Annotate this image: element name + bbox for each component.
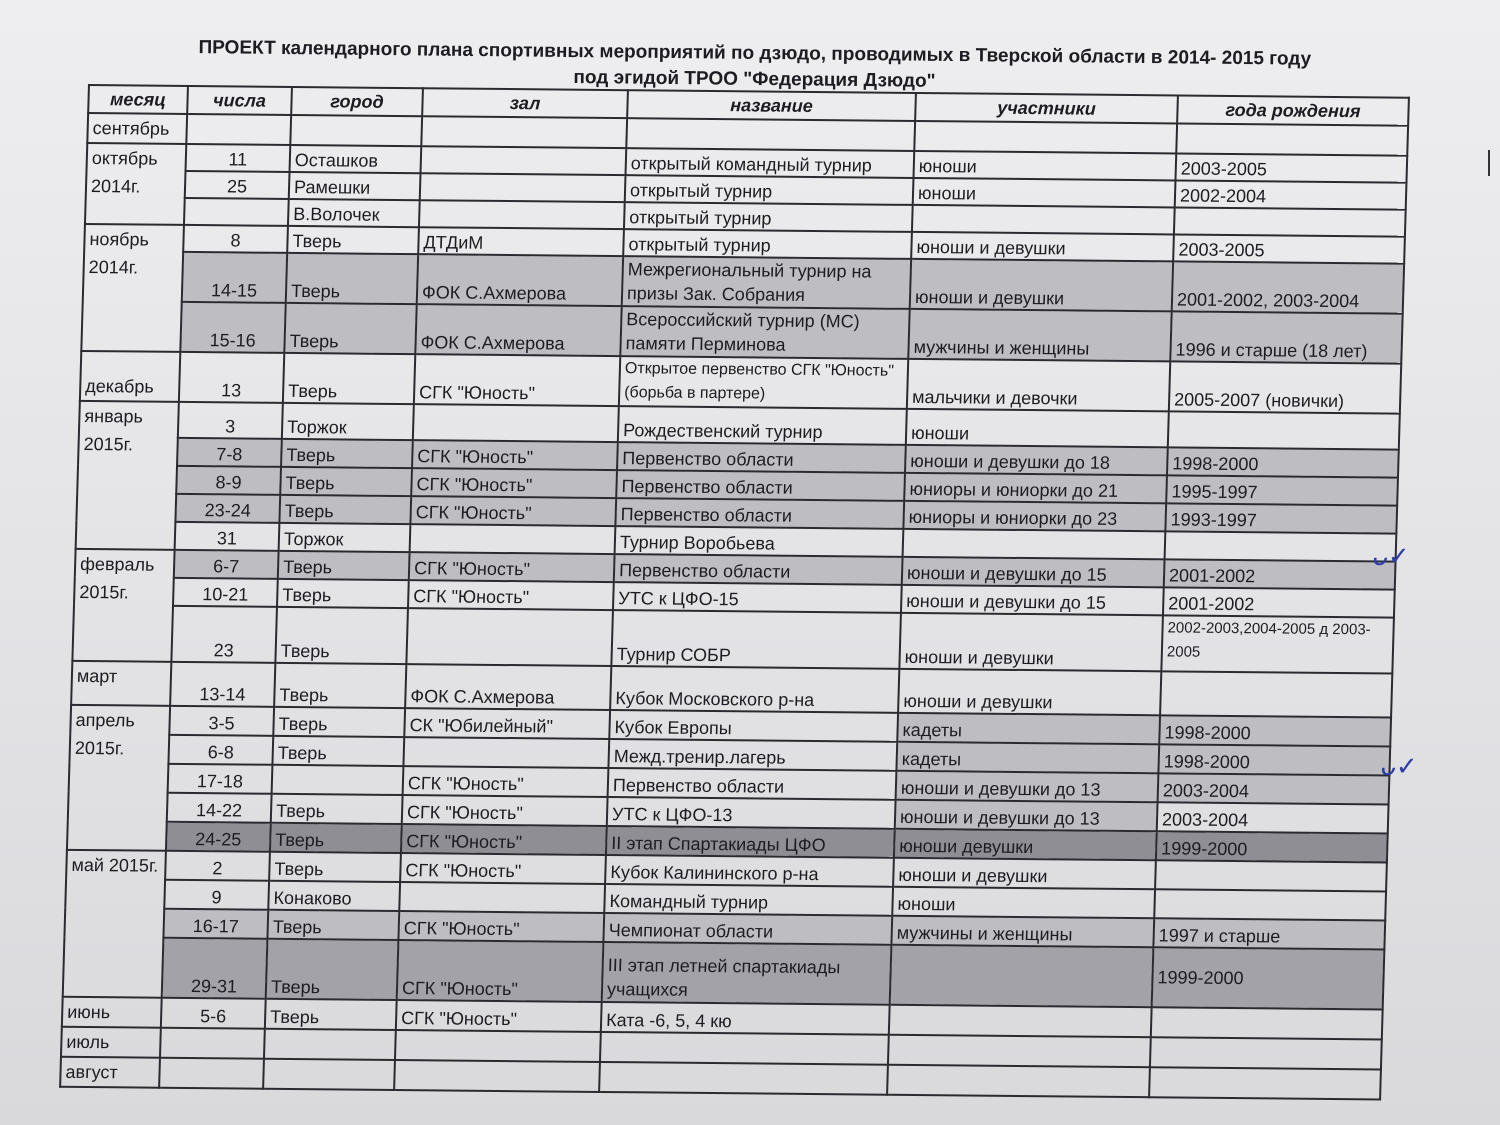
cell-participants: юноши и девушки до 15 [901, 585, 1164, 616]
cell-hall: СГК "Юность" [397, 940, 604, 1002]
handwritten-checkmark-icon: ᴗ✓ [1372, 542, 1410, 572]
cell-participants: мужчины и женщины [908, 309, 1171, 362]
cell-participants: мужчины и женщины [891, 916, 1154, 948]
cell-hall: ФОК С.Ахмерова [415, 304, 621, 356]
cell-participants: юноши и девушки [910, 259, 1173, 312]
cell-hall: ФОК С.Ахмерова [405, 664, 611, 710]
cell-dates [184, 198, 289, 226]
month-cell: апрель 2015г. [67, 705, 170, 851]
title-line-1: ПРОЕКТ календарного плана спортивных мероприятий по дзюдо, проводимых в Тверской области в 2014- 2015 году [198, 37, 1312, 70]
cell-years: 2003-2005 [1173, 234, 1405, 263]
cell-participants [912, 205, 1175, 235]
cell-years [1174, 207, 1406, 236]
cell-years: 1995-1997 [1166, 475, 1398, 505]
cell-name: Первенство области [608, 768, 897, 800]
cell-name: Первенство области [616, 470, 905, 501]
cell-city: Тверь [283, 353, 415, 404]
cell-dates: 10-21 [173, 578, 278, 607]
cell-hall: СГК "Юность" [402, 795, 608, 826]
cell-name: III этап летней спартакиады учащихся [602, 942, 892, 1005]
cell-city: Тверь [287, 226, 419, 254]
cell-hall: СГК "Юность" [414, 354, 620, 406]
cell-years [1154, 889, 1386, 920]
cell-name: УТС к ЦФО-13 [607, 797, 896, 829]
cell-city: Тверь [266, 939, 399, 1000]
cell-city: Тверь [281, 439, 413, 468]
cell-participants: мальчики и девочки [907, 359, 1170, 412]
cell-years: 1998-2000 [1167, 447, 1399, 477]
cell-hall: СГК "Юность" [403, 766, 609, 797]
cell-years [1168, 411, 1400, 449]
cell-dates: 16-17 [163, 909, 268, 939]
cell-participants: юноши [913, 178, 1176, 208]
cell-city: Тверь [271, 794, 403, 824]
cell-city: В.Волочек [288, 199, 420, 227]
cell-hall [410, 524, 616, 554]
cell-city: Торжок [279, 523, 411, 552]
cell-hall [421, 146, 627, 175]
cell-years [1151, 1007, 1383, 1039]
calendar-table-wrapper [59, 84, 1410, 1100]
cell-years [1165, 531, 1397, 561]
cell-city: Тверь [286, 253, 418, 304]
cell-hall: СГК "Юность" [410, 496, 616, 526]
cell-years: 2002-2004 [1175, 180, 1407, 209]
cell-name: Первенство области [617, 442, 906, 473]
col-header-dates: числа [187, 86, 292, 115]
cell-dates: 6-7 [174, 550, 279, 579]
cell-participants: юноши [913, 151, 1176, 181]
month-cell: май 2015г. [63, 850, 166, 998]
cell-name: УТС к ЦФО-15 [613, 582, 902, 613]
cell-name: Межрегиональный турнир на призы Зак. Собрания [622, 256, 911, 309]
cell-participants [903, 529, 1166, 560]
month-cell: июль [61, 1027, 161, 1058]
cell-name: Чемпионат области [603, 913, 892, 945]
col-header-hall: зал [422, 88, 628, 118]
month-cell: ноябрь 2014г. [81, 224, 184, 352]
cell-city: Тверь [267, 910, 399, 940]
cell-city: Тверь [275, 607, 408, 664]
cell-dates: 23-24 [175, 494, 280, 523]
cell-dates: 5-6 [161, 998, 266, 1029]
title-line-2: под эгидой ТРОО "Федерация Дзюдо" [573, 67, 936, 92]
cell-dates: 8-9 [176, 466, 281, 495]
cell-name: открытый турнир [624, 202, 913, 232]
cell-city: Тверь [273, 707, 405, 737]
cell-dates: 7-8 [177, 438, 282, 467]
cell-city: Тверь [269, 852, 401, 882]
cell-years [1155, 860, 1387, 891]
cell-city: Конаково [268, 881, 400, 911]
cell-hall [403, 737, 609, 768]
month-cell: июнь [62, 997, 162, 1028]
cell-participants: юноши и девушки до 13 [895, 800, 1158, 832]
cell-dates: 9 [164, 880, 269, 910]
cell-name: Рождественский турнир [618, 406, 907, 445]
col-header-birth-years: года рождения [1177, 95, 1409, 125]
cell-name: Турнир СОБР [611, 610, 901, 669]
cell-name: Всероссийский турнир (МС) памяти Перминова [620, 306, 909, 359]
cell-dates: 11 [186, 144, 291, 172]
cell-years: 2001-2002 [1164, 559, 1396, 589]
cell-years: 2001-2002 [1163, 587, 1395, 617]
cell-hall [406, 608, 613, 666]
cell-participants [889, 1005, 1152, 1038]
cell-name: открытый турнир [625, 175, 914, 205]
cell-dates: 8 [183, 225, 288, 253]
cell-dates: 14-22 [167, 793, 272, 823]
cell-hall [399, 882, 605, 913]
cell-participants: юноши девушки [894, 829, 1157, 861]
cell-city: Тверь [280, 467, 412, 496]
cell-participants: юноши и девушки [893, 858, 1156, 890]
cell-city: Тверь [278, 551, 410, 580]
cell-dates: 29-31 [162, 938, 268, 999]
cell-participants: юноши и девушки до 13 [896, 771, 1159, 803]
cell-hall: СК "Юбилейный" [404, 708, 610, 739]
cell-city: Тверь [274, 663, 406, 708]
cell-city: Тверь [277, 579, 409, 608]
pen-mark-icon [1488, 150, 1490, 176]
cell-name: Первенство области [614, 554, 903, 585]
cell-name: Открытое первенство СГК "Юность" (борьба в партере) [619, 356, 908, 409]
cell-years: 2002-2003,2004-2005 д 2003-2005 [1161, 615, 1394, 673]
handwritten-checkmark-icon: ᴗ✓ [1380, 752, 1418, 782]
cell-participants: юниоры и юниорки до 21 [904, 473, 1167, 504]
cell-participants: юноши и девушки до 18 [905, 445, 1168, 476]
col-header-month: месяц [88, 85, 188, 114]
cell-participants: юноши и девушки [899, 613, 1163, 672]
cell-name: Командный турнир [604, 884, 893, 916]
cell-years: 1996 и старше (18 лет) [1170, 311, 1402, 363]
cell-dates: 6-8 [168, 735, 273, 765]
cell-dates: 23 [171, 606, 277, 663]
cell-hall: ФОК С.Ахмерова [417, 254, 623, 306]
cell-dates: 3 [178, 402, 283, 439]
cell-hall [420, 173, 626, 202]
cell-participants [890, 945, 1154, 1008]
cell-years [1160, 671, 1392, 717]
calendar-table [59, 84, 1410, 1100]
month-cell: октябрь 2014г. [85, 143, 186, 225]
cell-hall: СГК "Юность" [396, 1000, 602, 1032]
cell-hall: СГК "Юность" [401, 824, 607, 855]
cell-dates: 31 [175, 522, 280, 551]
cell-city: Тверь [270, 823, 402, 853]
cell-city: Осташков [290, 145, 422, 173]
cell-name: Межд.тренир.лагерь [608, 739, 897, 771]
cell-dates: 13-14 [170, 662, 275, 707]
cell-city: Тверь [279, 495, 411, 524]
cell-participants: юноши и девушки до 15 [902, 557, 1165, 588]
cell-years: 1999-2000 [1152, 947, 1385, 1009]
cell-name: открытый турнир [623, 229, 912, 259]
cell-name: Ката -6, 5, 4 кю [601, 1002, 890, 1035]
cell-years: 2003-2005 [1175, 153, 1407, 182]
cell-dates: 24-25 [166, 822, 271, 852]
col-header-name: название [627, 90, 916, 121]
cell-participants: юноши и девушки [911, 232, 1174, 262]
cell-city: Торжок [282, 403, 414, 440]
cell-participants: юниоры и юниорки до 23 [903, 501, 1166, 532]
cell-years: 2005-2007 (новички) [1169, 361, 1401, 413]
cell-dates: 25 [185, 171, 290, 199]
cell-city: Рамешки [289, 172, 421, 200]
month-cell: февраль 2015г. [72, 549, 174, 662]
cell-dates: 2 [165, 851, 270, 881]
col-header-city: город [291, 87, 423, 116]
cell-name: II этап Спартакиады ЦФО [606, 826, 895, 858]
cell-years: 2001-2002, 2003-2004 [1172, 261, 1404, 313]
cell-years: 1997 и старше [1153, 918, 1385, 949]
cell-participants: юноши и девушки [898, 669, 1161, 716]
cell-city: Тверь [272, 736, 404, 766]
cell-participants: юноши [906, 409, 1169, 448]
cell-hall: СГК "Юность" [400, 853, 606, 884]
cell-years: 1993-1997 [1165, 503, 1397, 533]
cell-participants: юноши [892, 887, 1155, 919]
cell-hall [413, 404, 619, 442]
month-cell: март [71, 661, 171, 706]
cell-years: 1998-2000 [1158, 744, 1390, 775]
cell-dates: 3-5 [169, 706, 274, 736]
cell-years: 1998-2000 [1159, 715, 1391, 746]
cell-name: Первенство области [615, 498, 904, 529]
month-cell: сентябрь [87, 113, 187, 144]
cell-dates: 17-18 [168, 764, 273, 794]
cell-hall: СГК "Юность" [412, 440, 618, 470]
cell-hall: СГК "Юность" [411, 468, 617, 498]
cell-hall: СГК "Юность" [409, 552, 615, 582]
cell-name: Кубок Калининского р-на [605, 855, 894, 887]
cell-name: Кубок Московского р-на [610, 666, 899, 713]
month-cell: январь 2015г. [76, 401, 179, 550]
cell-years: 2003-2004 [1158, 773, 1390, 804]
cell-hall: ДТДиМ [418, 227, 624, 256]
cell-participants: кадеты [897, 713, 1160, 745]
cell-years: 1999-2000 [1156, 831, 1388, 862]
cell-hall: СГК "Юность" [398, 911, 604, 942]
cell-participants: кадеты [896, 742, 1159, 774]
cell-city [272, 765, 404, 795]
cell-city: Тверь [265, 999, 397, 1030]
cell-name: Турнир Воробьева [615, 526, 904, 557]
cell-city: Тверь [284, 303, 416, 354]
cell-name: открытый командный турнир [625, 148, 914, 178]
month-cell: август [60, 1057, 160, 1088]
month-cell: декабрь [80, 351, 180, 402]
cell-dates: 13 [179, 352, 284, 403]
col-header-participants: участники [915, 93, 1178, 124]
cell-dates: 15-16 [180, 302, 285, 353]
cell-name: Кубок Европы [609, 710, 898, 742]
cell-dates: 14-15 [182, 252, 287, 303]
cell-years: 2003-2004 [1157, 802, 1389, 833]
cell-hall [419, 200, 625, 229]
cell-hall: СГК "Юность" [408, 580, 614, 610]
